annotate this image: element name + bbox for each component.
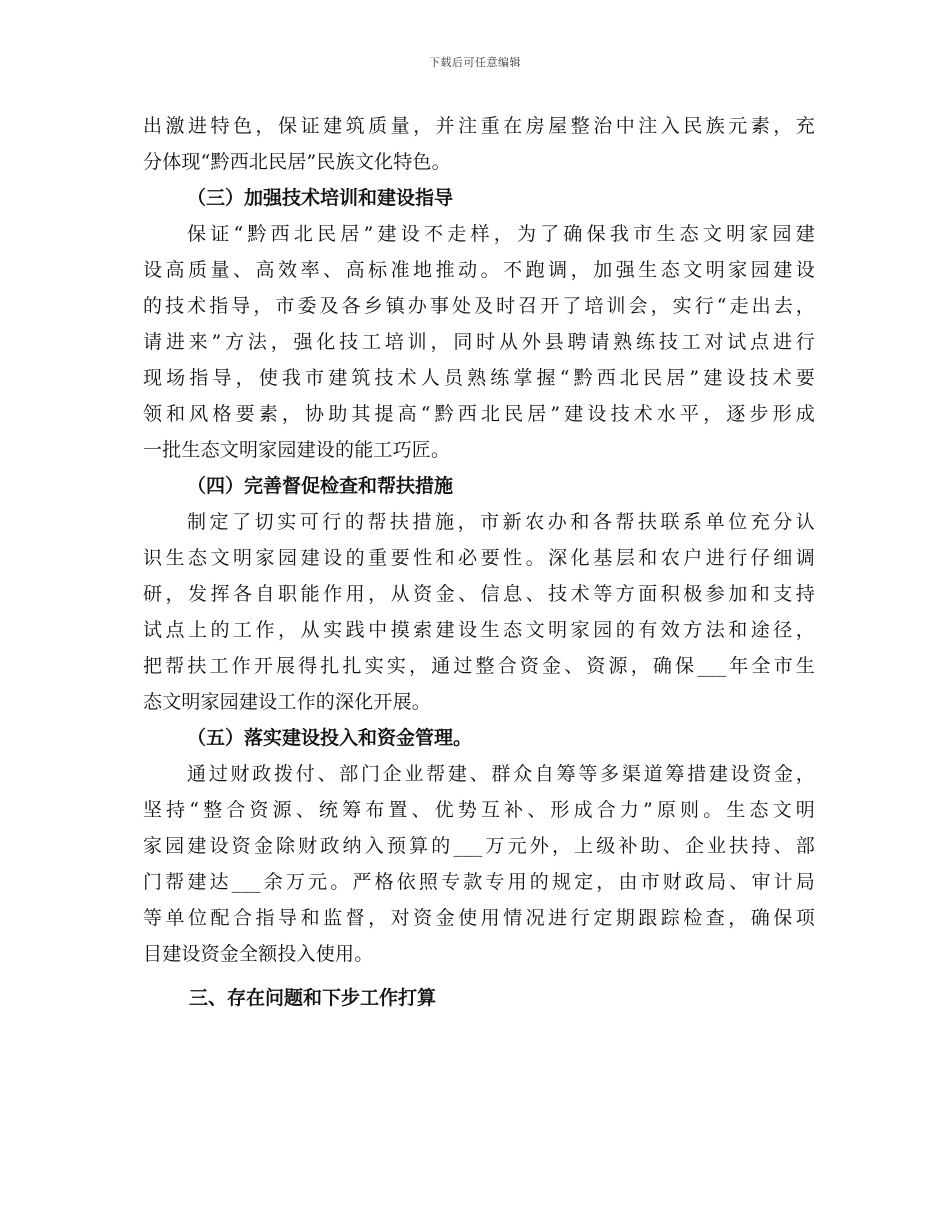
paragraph-line: 等单位配合指导和监督，对资金使用情况进行定期跟踪检查，确保项 (143, 907, 815, 929)
paragraph-line: 目建设资金全额投入使用。 (143, 943, 374, 965)
paragraph-line: 态文明家园建设工作的深化开展。 (143, 691, 432, 713)
paragraph-line: 家园建设资金除财政纳入预算的___万元外，上级补助、企业扶持、部 (143, 835, 815, 857)
page-header: 下载后可任意编辑 (429, 56, 521, 69)
paragraph-line: 设高质量、高效率、高标准地推动。不跑调，加强生态文明家园建设 (143, 259, 815, 281)
paragraph-line: 请进来”方法，强化技工培训，同时从外县聘请熟练技工对试点进行 (143, 331, 815, 353)
subsection-heading: （五）落实建设投入和资金管理。 (187, 727, 473, 749)
paragraph-line: 把帮扶工作开展得扎扎实实，通过整合资金、资源，确保___年全市生 (143, 655, 815, 677)
paragraph-line: 出激进特色，保证建筑质量，并注重在房屋整治中注入民族元素，充 (143, 115, 815, 137)
paragraph-line: 试点上的工作，从实践中摸索建设生态文明家园的有效方法和途径， (143, 619, 815, 641)
section-heading: 三、存在问题和下步工作打算 (189, 987, 437, 1009)
subsection-heading: （三）加强技术培训和建设指导 (187, 187, 454, 209)
paragraph-line: 坚持“整合资源、统筹布置、优势互补、形成合力”原则。生态文明 (143, 799, 815, 821)
paragraph-line: 识生态文明家园建设的重要性和必要性。深化基层和农户进行仔细调 (143, 547, 815, 569)
paragraph-line: 研，发挥各自职能作用，从资金、信息、技术等方面积极参加和支持 (143, 583, 815, 605)
paragraph-line: 门帮建达___余万元。严格依照专款专用的规定，由市财政局、审计局 (143, 871, 815, 893)
document-body (143, 108, 815, 1016)
paragraph-line: 一批生态文明家园建设的能工巧匠。 (143, 439, 451, 461)
paragraph-line: 领和风格要素，协助其提高“黔西北民居”建设技术水平，逐步形成 (143, 403, 815, 425)
paragraph-line: 现场指导，使我市建筑技术人员熟练掌握“黔西北民居”建设技术要 (143, 367, 815, 389)
paragraph-line: 制定了切实可行的帮扶措施，市新农办和各帮扶联系单位充分认 (187, 511, 815, 533)
paragraph-line: 保证“黔西北民居”建设不走样，为了确保我市生态文明家园建 (187, 223, 815, 245)
paragraph-line: 的技术指导，市委及各乡镇办事处及时召开了培训会，实行“走出去， (143, 295, 815, 317)
subsection-heading: （四）完善督促检查和帮扶措施 (187, 475, 454, 497)
paragraph-line: 分体现“黔西北民居”民族文化特色。 (143, 151, 451, 173)
paragraph-line: 通过财政拨付、部门企业帮建、群众自筹等多渠道筹措建设资金， (187, 763, 815, 785)
